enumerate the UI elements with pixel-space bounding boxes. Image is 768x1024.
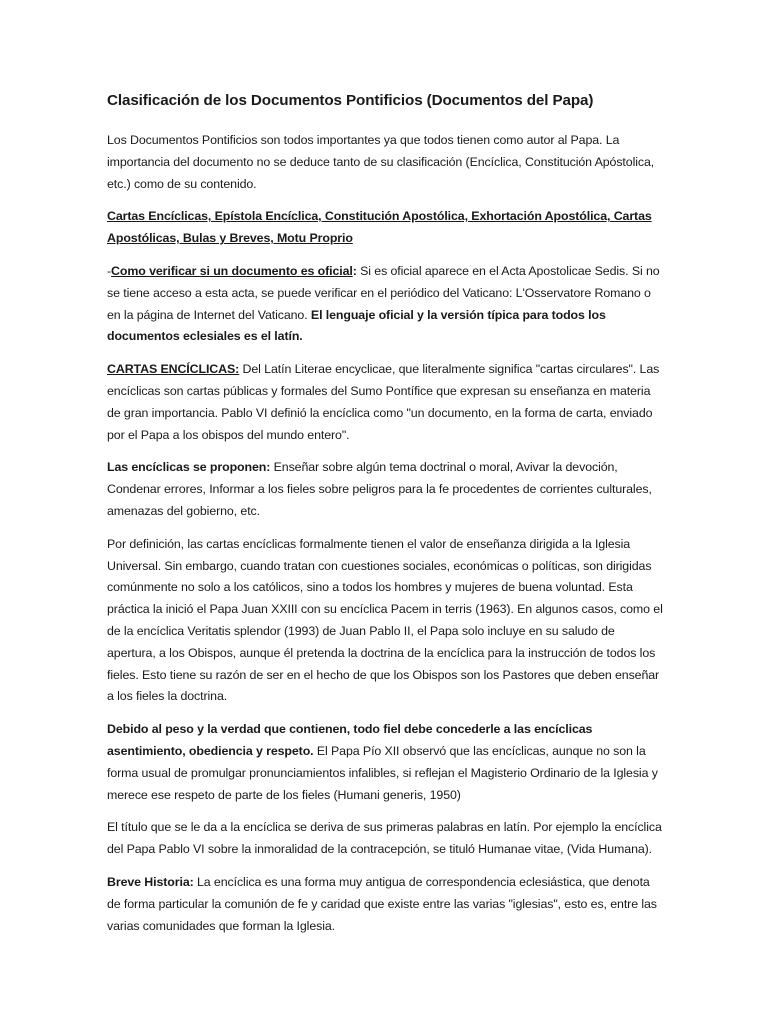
verify-colon: : xyxy=(352,263,357,278)
document-title: Clasificación de los Documentos Pontificios (Documentos del Papa) xyxy=(107,92,594,109)
verify-dash: - xyxy=(107,263,112,278)
intro-paragraph: Los Documentos Pontificios son todos importantes ya que todos tienen como autor al Papa. La importancia del documento no se deduce tanto de su clasificación (Encíclica, Constitución Apóstolica, etc.) como de su contenido. xyxy=(107,133,655,191)
definicion-paragraph: Por definición, las cartas encíclicas formalmente tienen el valor de enseñanza dirigida a la Iglesia Universal. Sin embargo, cuando tratan con cuestiones sociales, económicas o políticas, son dirigidas comúnmente no solo a los católicos, sino a todos los hombres y mujeres de buena voluntad. Esta práctica la inició el Papa Juan XXIII con su encíclica Pacem in terris (1963). En algunos casos, como el de la encíclica Veritatis splendor (1993) de Juan Pablo II, el Papa solo incluye en su saludo de apertura, a los Obispos, aunque él pretenda la doctrina de la encíclica para la instrucción de todos los fieles. Esto tiene su razón de ser en el hecho de que los Obispos son los Pastores que deben enseñar a los fieles la doctrina. xyxy=(107,536,663,704)
verify-bold-text: El lenguaje oficial y la versión típica para todos los documentos eclesiales es el latín. xyxy=(107,307,606,344)
verify-text: Si es oficial aparece en el Acta Apostolicae Sedis. Si no se tiene acceso a esta acta, se puede verificar en el periódico del Vaticano: L'Osservatore Romano o en la página de Internet del Vaticano. xyxy=(107,263,660,322)
document-page xyxy=(107,88,663,948)
historia-text: La encíclica es una forma muy antigua de correspondencia eclesiástica, que denota de forma particular la comunión de fe y caridad que existe entre las varias "iglesias", esto es, entre las varias comunidades que forman la Iglesia. xyxy=(107,874,657,933)
cartas-text: Del Latín Literae encyclicae, que literalmente significa "cartas circulares". Las encíclicas son cartas públicas y formales del Sumo Pontífice que expresan su enseñanza en materia de gran importancia. Pablo VI definió la encíclica como "un documento, en la forma de carta, enviado por el Papa a los obispos del mundo entero". xyxy=(107,362,660,442)
peso-bold: Debido al peso y la verdad que contienen, todo fiel debe concederle a las encíclicas asentimiento, obediencia y respeto. xyxy=(107,722,593,758)
peso-paragraph xyxy=(107,719,663,806)
proponen-paragraph xyxy=(107,457,663,522)
historia-label: Breve Historia: xyxy=(107,874,194,889)
cartas-label: CARTAS ENCÍCLICAS: xyxy=(107,362,240,377)
proponen-text: Enseñar sobre algún tema doctrinal o moral, Avivar la devoción, Condenar errores, Informar a los fieles sobre peligros para la fe procedentes de corrientes culturales, amenazas del gobierno, etc. xyxy=(107,460,652,518)
verify-paragraph xyxy=(107,261,663,348)
verify-label: Como verificar si un documento es oficial xyxy=(111,263,353,278)
types-heading xyxy=(107,206,663,250)
types-heading-text: Cartas Encíclicas, Epístola Encíclica, Constitución Apostólica, Exhortación Apostólica, Cartas Apostólicas, Bulas y Breves, Motu Proprio xyxy=(107,209,652,246)
cartas-paragraph xyxy=(107,359,663,446)
proponen-label: Las encíclicas se proponen: xyxy=(107,460,271,475)
titulo-paragraph: El título que se le da a la encíclica se deriva de sus primeras palabras en latín. Por ejemplo la encíclica del Papa Pablo VI sobre la inmoralidad de la contracepción, se tituló Humanae vitae, (Vida Humana). xyxy=(107,820,662,857)
peso-text: El Papa Pío XII observó que las encíclicas, aunque no son la forma usual de promulgar pronunciamientos infalibles, si reflejan el Magisterio Ordinario de la Iglesia y merece ese respeto de parte de los fieles (Humani generis, 1950) xyxy=(107,743,658,802)
historia-paragraph xyxy=(107,872,663,937)
